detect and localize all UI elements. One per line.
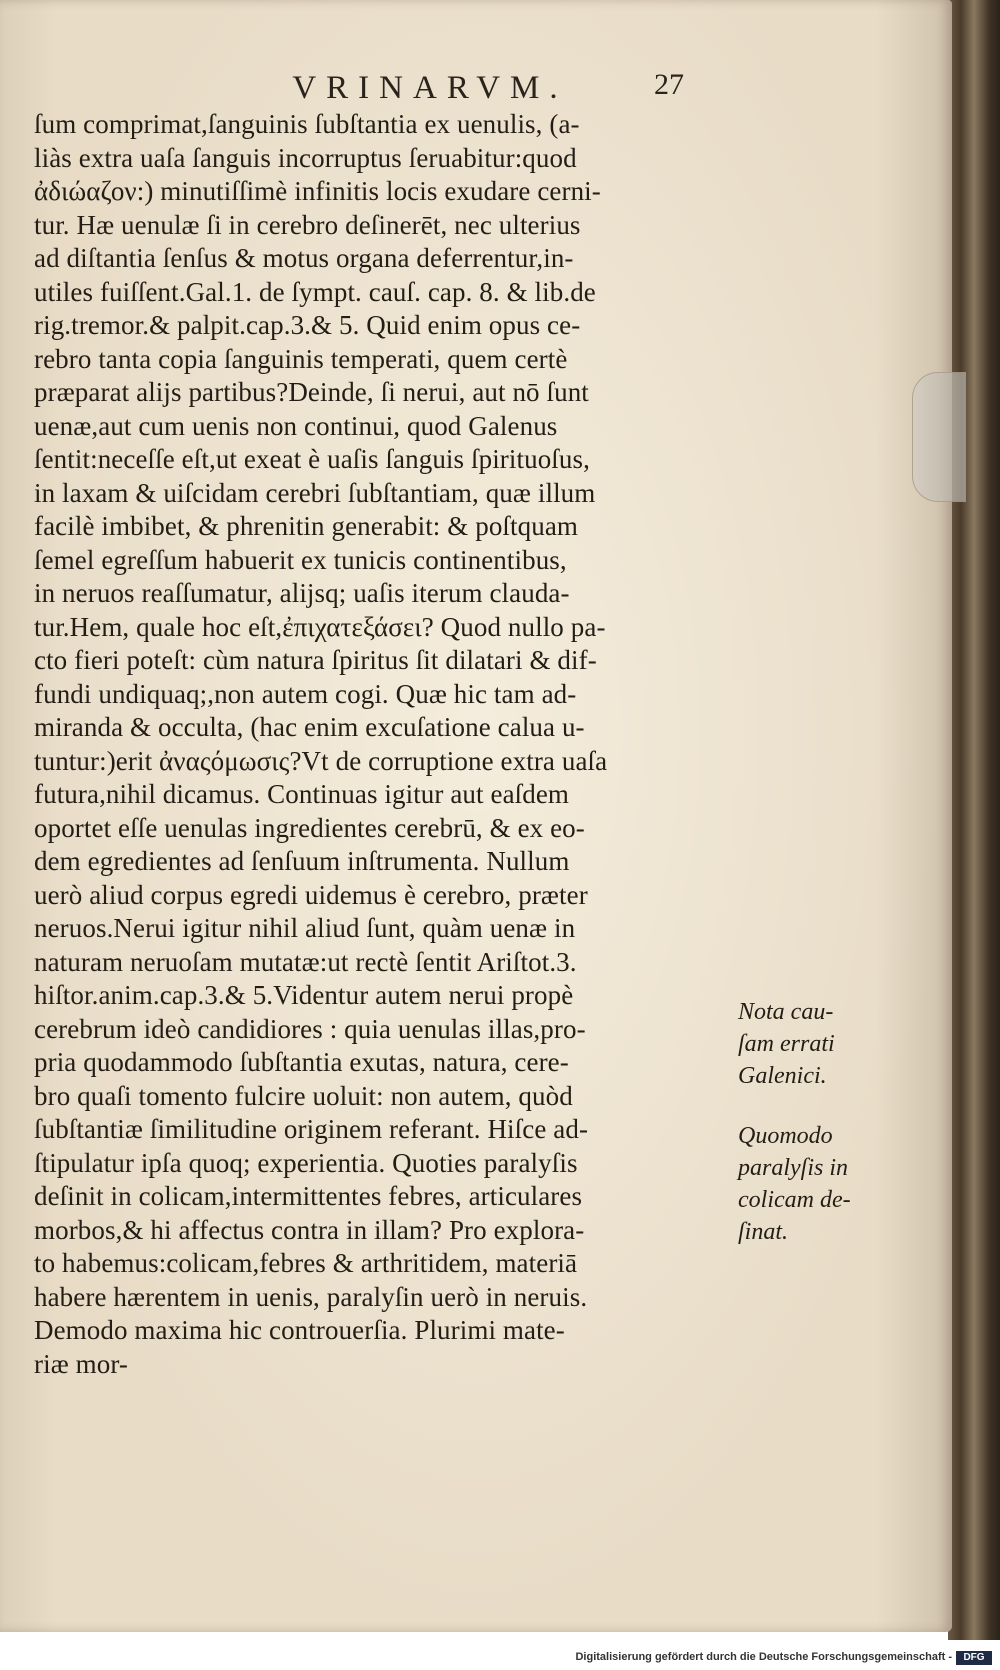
- text-line: pria quodammodo ſubſtantia exutas, natura, cere-: [34, 1047, 569, 1077]
- text-line: tur. Hæ uenulæ ſi in cerebro deſinerēt, nec ulterius: [34, 209, 581, 240]
- dfg-logo: DFG: [956, 1651, 992, 1665]
- body-text: [34, 108, 726, 1381]
- text-line: tuntur:)erit ἀναςόμωσις?Vt de corruptione extra uaſa: [34, 745, 608, 776]
- text-line: ſubſtantiæ ſimilitudine originem referant. Hiſce ad-: [34, 1114, 589, 1144]
- text-line: bro quaſi tomento fulcire uoluit: non autem, quòd: [34, 1080, 573, 1111]
- text-line: in neruos reaſſumatur, alijsq; uaſis iterum clauda-: [34, 578, 570, 608]
- text-line: ſum comprimat,ſanguinis ſubſtantia ex uenulis, (a-: [34, 109, 580, 139]
- text-line: dem egredientes ad ſenſuum inſtrumenta. Nullum: [34, 846, 570, 876]
- text-line: tur.Hem, quale hoc eſt,ἐπιχατεξάσει? Quod nullo pa-: [34, 611, 606, 642]
- text-line: rig.tremor.& palpit.cap.3.& 5. Quid enim opus ce-: [34, 310, 581, 340]
- text-line: oportet eſſe uenulas ingredientes cerebrū, & ex eo-: [34, 812, 585, 843]
- text-line: uerò aliud corpus egredi uidemus è cerebro, præter: [34, 879, 588, 910]
- margin-note: [738, 996, 878, 1092]
- text-line: miranda & occulta, (hac enim excuſatione calua u-: [34, 712, 585, 742]
- text-line: Demodo maxima hic controuerſia. Plurimi mate-: [34, 1315, 565, 1345]
- text-line: fundi undiquaq;,non autem cogi. Quæ hic tam ad-: [34, 678, 577, 709]
- margin-note-line: ſam errati: [738, 1031, 835, 1057]
- margin-note-line: Nota cau-: [738, 999, 834, 1025]
- text-line: to habemus:colicam,febres & arthritidem, materiā: [34, 1248, 578, 1278]
- text-line: habere hærentem in uenis, paralyſin uerò in neruis.: [34, 1281, 588, 1312]
- text-line: futura,nihil dicamus. Continuas igitur aut eaſdem: [34, 779, 570, 809]
- text-line: in laxam & uiſcidam cerebri ſubſtantiam, quæ illum: [34, 477, 596, 508]
- book-fore-edge: [948, 0, 1000, 1640]
- text-line: cto fieri poteſt: cùm natura ſpiritus ſit dilatari & dif-: [34, 645, 597, 675]
- margin-note-line: colicam de-: [738, 1187, 851, 1213]
- text-line: ad diſtantia ſenſus & motus organa deferrentur,in-: [34, 243, 574, 273]
- text-line: riæ mor-: [34, 1348, 128, 1379]
- margin-note-line: Galenici.: [738, 1063, 827, 1089]
- text-line: rebro tanta copia ſanguinis temperati, quem certè: [34, 343, 568, 374]
- text-line: præparat alijs partibus?Deinde, ſi nerui, aut nō ſunt: [34, 377, 589, 407]
- digitization-credit: Digitalisierung gefördert durch die Deutsche Forschungsgemeinschaft -: [575, 1651, 952, 1663]
- text-line: hiſtor.anim.cap.3.& 5.Videntur autem nerui propè: [34, 980, 574, 1010]
- text-line: neruos.Nerui igitur nihil aliud ſunt, quàm uenæ in: [34, 913, 576, 943]
- text-line: morbos,& hi affectus contra in illam? Pro explora-: [34, 1214, 585, 1245]
- margin-note: [738, 1120, 878, 1248]
- margin-note-line: paralyſis in: [738, 1155, 849, 1181]
- text-line: ſentit:neceſſe eſt,ut exeat è uaſis ſanguis ſpirituoſus,: [34, 444, 590, 474]
- text-line: utiles fuiſſent.Gal.1. de ſympt. cauſ. cap. 8. & lib.de: [34, 276, 596, 307]
- margin-note-line: ſinat.: [738, 1219, 789, 1245]
- text-line: uenæ,aut cum uenis non continui, quod Galenus: [34, 410, 558, 441]
- bookmark-tab: [912, 372, 966, 502]
- text-line: ἀδιώαζον:) minutiſſimè infinitis locis exudare cerni-: [34, 176, 601, 206]
- running-head: VRINARVM.: [292, 70, 568, 106]
- text-line: facilè imbibet, & phrenitin generabit: & poſtquam: [34, 511, 579, 541]
- text-line: ſtipulatur ipſa quoq; experientia. Quoties paralyſis: [34, 1147, 578, 1178]
- margin-note-line: Quomodo: [738, 1123, 833, 1149]
- text-line: ſemel egreſſum habuerit ex tunicis continentibus,: [34, 544, 567, 575]
- text-line: cerebrum ideò candidiores : quia uenulas illas,pro-: [34, 1013, 586, 1044]
- text-line: deſinit in colicam,intermittentes febres, articulares: [34, 1181, 583, 1211]
- page-number: 27: [654, 68, 684, 101]
- text-line: liàs extra uaſa ſanguis incorruptus ſeruabitur:quod: [34, 142, 577, 173]
- text-line: naturam neruoſam mutatæ:ut rectè ſentit Ariſtot.3.: [34, 946, 577, 977]
- margin-notes: [738, 996, 878, 1276]
